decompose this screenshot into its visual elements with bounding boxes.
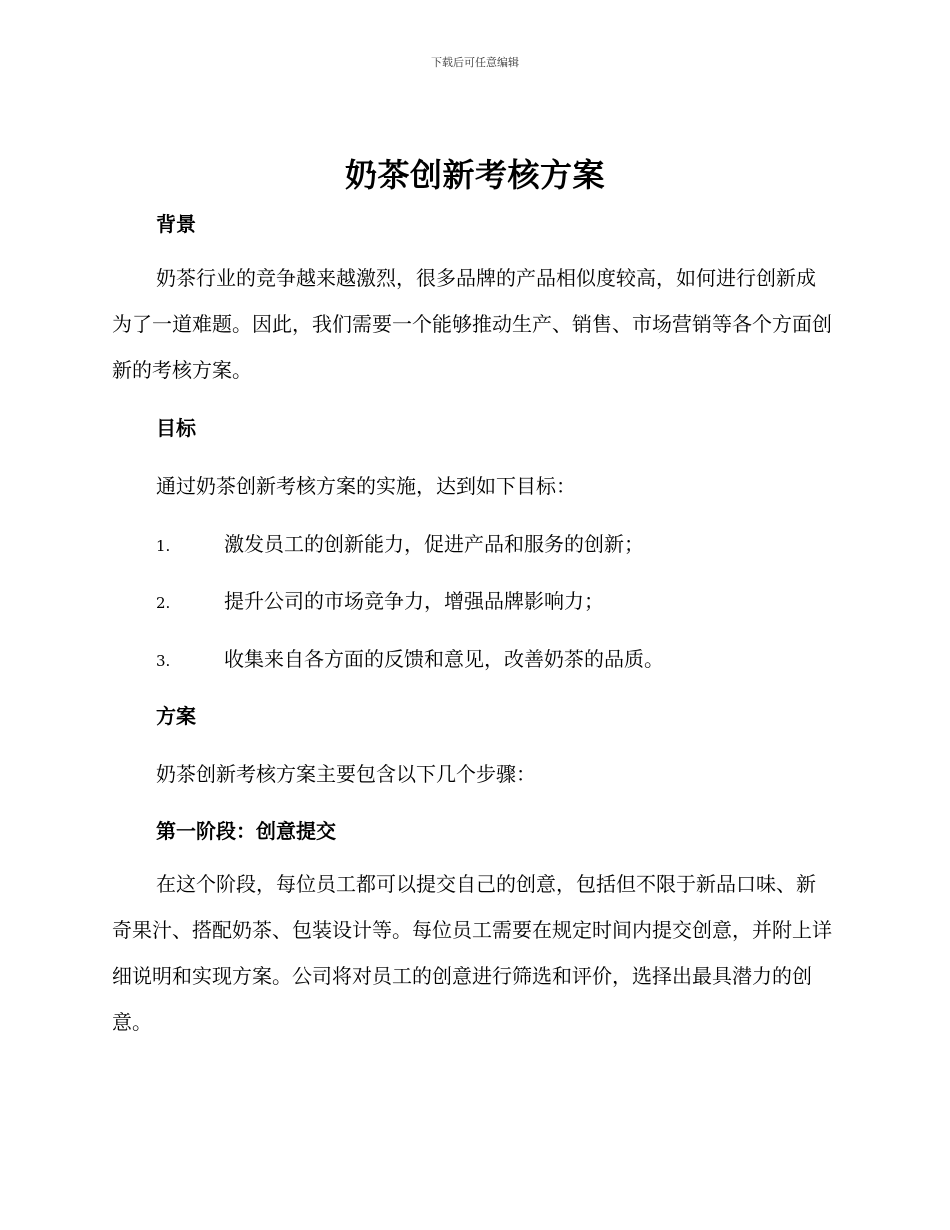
section-heading-plan: 方案 [156,704,196,728]
goals-intro: 通过奶茶创新考核方案的实施，达到如下目标： [156,474,576,498]
goal-list-text: 激发员工的创新能力，促进产品和服务的创新； [224,532,644,556]
section-heading-goals: 目标 [156,416,196,440]
header-note: 下载后可任意编辑 [431,56,519,69]
goal-list-item [156,585,604,614]
goal-list-number: 1. [156,537,171,555]
goal-list-item [156,528,644,557]
background-paragraph: 奶茶行业的竞争越来越激烈，很多品牌的产品相似度较高，如何进行创新成为了一道难题。因此，我们需要一个能够推动生产、销售、市场营销等各个方面创新的考核方案。 [112,266,832,382]
goal-list-number: 3. [156,652,171,670]
stage1-paragraph: 在这个阶段，每位员工都可以提交自己的创意，包括但不限于新品口味、新奇果汁、搭配奶茶、包装设计等。每位员工需要在规定时间内提交创意，并附上详细说明和实现方案。公司将对员工的创意进行筛选和评价，选择出最具潜力的创意。 [112,872,832,1034]
section-heading-background: 背景 [156,212,196,236]
document-title: 奶茶创新考核方案 [344,156,605,194]
stage1-heading: 第一阶段：创意提交 [156,819,336,843]
plan-intro: 奶茶创新考核方案主要包含以下几个步骤： [156,762,536,786]
goal-list-item [156,643,664,672]
goal-list-text: 提升公司的市场竞争力，增强品牌影响力； [224,589,604,613]
goal-list-number: 2. [156,594,171,612]
goal-list-text: 收集来自各方面的反馈和意见，改善奶茶的品质。 [224,647,664,671]
